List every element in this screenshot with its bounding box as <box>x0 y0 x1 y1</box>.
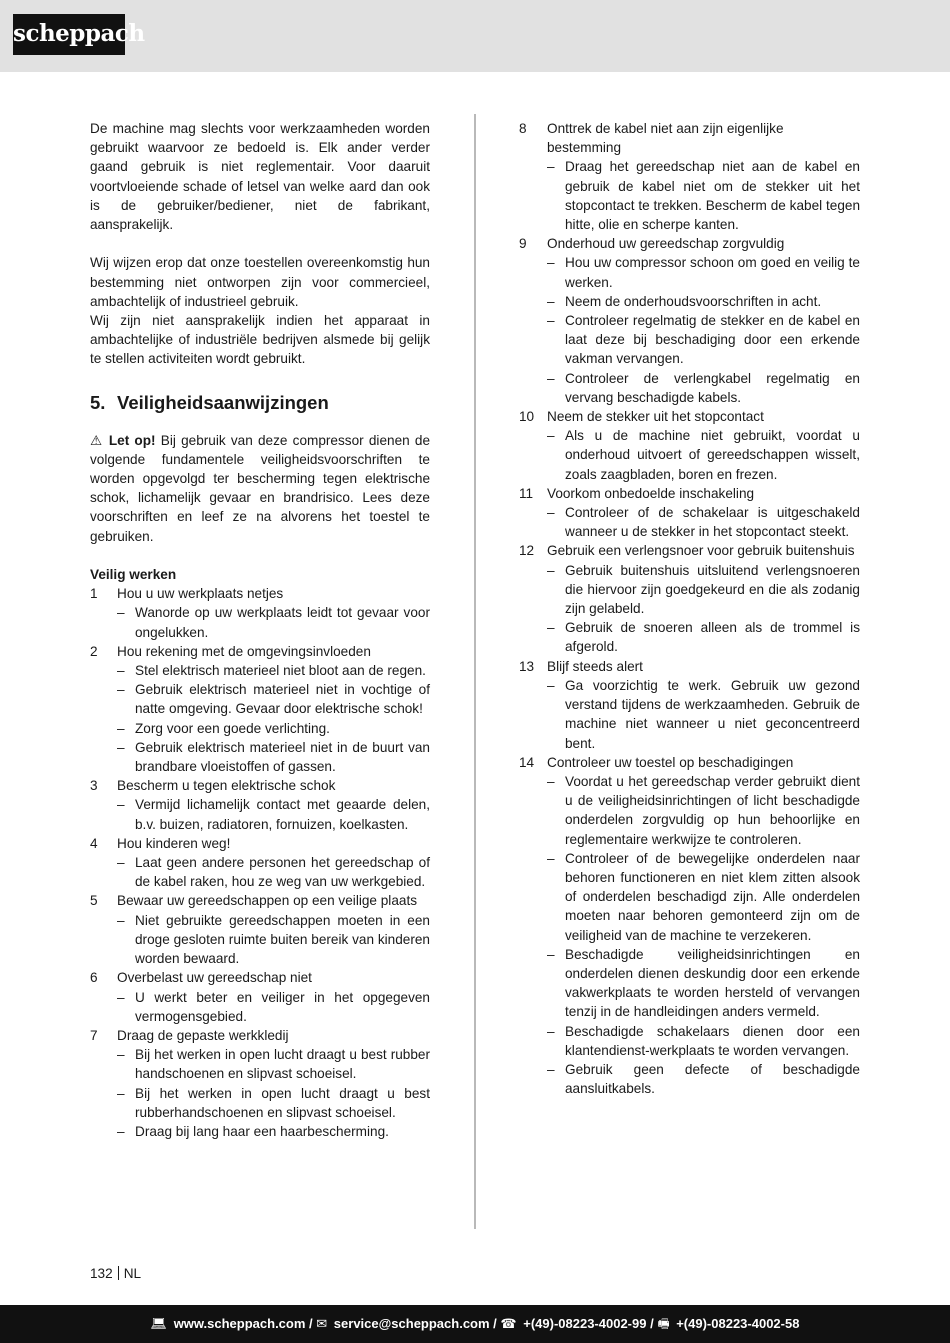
bullet-text: Gebruik elektrisch materieel niet in vochtige of natte omgeving. Gevaar door elektrische schok! <box>135 682 430 717</box>
intro-paragraph-1: De machine mag slechts voor werkzaamheden worden gebruikt waarvoor ze bedoeld is. Elk ander verder gaand gebruik is niet reglementair. Voor daaruit voortvloeiende schade of letsel van welke aard dan ook is de gebruiker/bediener, niet de fabrikant, aansprakelijk. <box>90 121 430 233</box>
left-column <box>90 119 430 1141</box>
mail-icon: ✉︎ <box>316 1316 328 1331</box>
dash-marker: – <box>117 682 125 698</box>
list-bullet <box>519 369 860 407</box>
warning-icon: ⚠ <box>90 432 104 448</box>
bullet-text: Niet gebruikte gereedschappen moeten in een droge gesloten ruimte buiten bereik van kinderen worden bewaard. <box>135 912 430 967</box>
bullet-text: Wanorde op uw werkplaats leidt tot gevaar voor ongelukken. <box>135 605 430 640</box>
item-title: Blijf steeds alert <box>547 658 643 674</box>
footer-email[interactable]: service@scheppach.com / <box>333 1316 497 1331</box>
bullet-text: U werkt beter en veiliger in het opgegeven vermogensgebied. <box>135 989 430 1024</box>
bullet-text: Neem de onderhoudsvoorschriften in acht. <box>565 293 822 309</box>
intro-paragraph-2: Wij wijzen erop dat onze toestellen overeenkomstig hun bestemming niet ontworpen zijn voor commercieel, ambachtelijk of industrieel gebruik. <box>90 255 430 309</box>
bullet-text: Hou uw compressor schoon om goed en veilig te werken. <box>565 255 860 290</box>
list-bullet <box>519 618 860 656</box>
list-bullet <box>519 1060 860 1098</box>
list-item <box>519 753 860 772</box>
dash-marker: – <box>547 255 555 271</box>
bullet-text: Gebruik de snoeren alleen als de trommel is afgerold. <box>565 620 860 655</box>
dash-marker: – <box>547 946 555 962</box>
list-bullet <box>90 1122 430 1141</box>
list-item <box>90 834 430 853</box>
dash-marker: – <box>547 562 555 578</box>
list-item <box>519 119 860 157</box>
list-bullet <box>519 849 860 945</box>
safety-list-left <box>90 584 430 1141</box>
item-title: Voorkom onbedoelde inschakeling <box>547 485 755 501</box>
dash-marker: – <box>547 850 555 866</box>
item-number: 9 <box>519 236 527 252</box>
item-title: Hou u uw werkplaats netjes <box>117 586 284 602</box>
intro-paragraph-3: Wij zijn niet aansprakelijk indien het apparaat in ambachtelijke of industriële bedrijven alsmede bij gelijk te stellen activiteiten wordt gebruikt. <box>90 313 430 367</box>
safety-list-right <box>519 119 860 1098</box>
dash-marker: – <box>117 989 125 1005</box>
list-bullet <box>90 853 430 891</box>
item-number: 11 <box>519 485 534 501</box>
list-bullet <box>519 503 860 541</box>
list-bullet <box>90 738 430 776</box>
item-title: Neem de stekker uit het stopcontact <box>547 409 764 425</box>
list-bullet <box>90 680 430 718</box>
dash-marker: – <box>547 677 555 693</box>
footer-phone: +(49)-08223-4002-99 / <box>523 1316 654 1331</box>
bullet-text: Stel elektrisch materieel niet bloot aan de regen. <box>135 663 426 679</box>
list-bullet <box>90 1045 430 1083</box>
item-number: 8 <box>519 121 527 136</box>
bullet-text: Bij het werken in open lucht draagt u best rubberhandschoenen en slipvast schoeisel. <box>135 1085 430 1120</box>
item-title: Onttrek de kabel niet aan zijn eigenlijke bestemming <box>547 121 784 156</box>
list-bullet <box>90 795 430 833</box>
dash-marker: – <box>117 797 125 813</box>
dash-marker: – <box>547 159 555 175</box>
list-item <box>90 968 430 987</box>
page-language: NL <box>123 1266 142 1281</box>
item-title: Hou rekening met de omgevingsinvloeden <box>117 643 371 659</box>
item-title: Gebruik een verlengsnoer voor gebruik buitenshuis <box>547 543 855 559</box>
list-bullet <box>90 603 430 641</box>
bullet-text: Controleer de verlengkabel regelmatig en vervang beschadigde kabels. <box>565 370 860 405</box>
scheppach-logo: scheppach <box>13 14 125 55</box>
section-number: 5. <box>90 391 106 413</box>
dash-marker: – <box>117 1085 125 1101</box>
bullet-text: Bij het werken in open lucht draagt u best rubber handschoenen en slipvast schoeisel. <box>135 1047 430 1082</box>
fax-icon: 🖷︎ <box>657 1316 670 1331</box>
list-bullet <box>519 676 860 753</box>
list-bullet <box>90 719 430 738</box>
dash-marker: – <box>117 855 125 871</box>
dash-marker: – <box>547 620 555 636</box>
dash-marker: – <box>547 370 555 386</box>
list-bullet <box>519 292 860 311</box>
bullet-text: Controleer of de schakelaar is uitgeschakeld wanneer u de stekker in het stopcontact steekt. <box>565 505 860 540</box>
list-bullet <box>519 311 860 369</box>
list-item <box>519 407 860 426</box>
item-title: Bescherm u tegen elektrische schok <box>117 778 336 794</box>
item-title: Onderhoud uw gereedschap zorgvuldig <box>547 236 785 252</box>
item-title: Overbelast uw gereedschap niet <box>117 970 312 986</box>
item-title: Controleer uw toestel op beschadigingen <box>547 754 794 770</box>
warning-label: Let op! <box>108 432 156 448</box>
section-title: Veiligheidsaanwijzingen <box>117 391 329 413</box>
dash-marker: – <box>547 773 555 789</box>
bullet-text: Beschadigde schakelaars dienen door een klantendienst-werkplaats te worden vervangen. <box>565 1023 860 1058</box>
list-bullet <box>519 1022 860 1060</box>
bullet-text: Draag bij lang haar een haarbescherming. <box>135 1123 389 1139</box>
bullet-text: Zorg voor een goede verlichting. <box>135 720 330 736</box>
footer-bar <box>0 1305 950 1343</box>
bullet-text: Als u de machine niet gebruikt, voordat u onderhoud uitvoert of gereedschappen wisselt, zoals zaagbladen, boren en frezen. <box>565 428 860 482</box>
item-number: 2 <box>90 643 98 659</box>
dash-marker: – <box>547 1023 555 1039</box>
right-column <box>519 119 860 1098</box>
dash-marker: – <box>547 505 555 521</box>
bullet-text: Controleer of de bewegelijke onderdelen naar behoren functioneren en niet klem zitten alsook of onderdelen beschadigd zijn. Alle onderdelen moeten naar behoren gemonteerd zijn om de veiligheid van de machine te verzekeren. <box>565 850 860 943</box>
dash-marker: – <box>117 720 125 736</box>
item-number: 12 <box>519 543 535 559</box>
list-bullet <box>90 911 430 969</box>
column-divider <box>474 114 476 1229</box>
dash-marker: – <box>547 313 555 329</box>
list-bullet <box>90 1084 430 1122</box>
bullet-text: Gebruik elektrisch materieel niet in de buurt van brandbare vloeistoffen of gassen. <box>135 739 430 775</box>
bullet-text: Gebruik geen defecte of beschadigde aansluitkabels. <box>565 1061 860 1097</box>
list-bullet <box>90 661 430 680</box>
list-bullet <box>519 561 860 619</box>
bullet-text: Controleer regelmatig de stekker en de kabel en laat deze bij beschadiging door een erkende vakman vervangen. <box>565 313 860 367</box>
phone-icon: ☎︎ <box>500 1316 517 1331</box>
bullet-text: Ga voorzichtig te werk. Gebruik uw gezond verstand tijdens de werkzaamheden. Gebruik de machine niet wanneer u niet geconcentreerd bent. <box>565 677 860 751</box>
warning-paragraph <box>90 431 430 546</box>
list-item <box>519 657 860 676</box>
list-item <box>519 484 860 503</box>
list-bullet <box>90 988 430 1026</box>
item-title: Hou kinderen weg! <box>117 835 231 851</box>
page-separator <box>118 1266 119 1280</box>
dash-marker: – <box>117 663 125 679</box>
footer-website[interactable]: www.scheppach.com / <box>173 1316 313 1331</box>
list-bullet <box>519 945 860 1022</box>
dash-marker: – <box>117 605 125 621</box>
dash-marker: – <box>547 1061 555 1077</box>
warning-text: Bij gebruik van deze compressor dienen de volgende fundamentele veiligheidsvoorschriften te worden opgevolgd ter bescherming tegen elektrische schok, lichamelijk gevaar en brandrisico. Lees deze voorschriften en leef ze na alvorens het toestel te gebruiken. <box>90 432 431 544</box>
item-number: 4 <box>90 835 98 851</box>
list-item <box>90 1026 430 1045</box>
item-number: 14 <box>519 754 535 770</box>
bullet-text: Laat geen andere personen het gereedschap of de kabel raken, hou ze weg van uw werkgebied. <box>135 855 430 890</box>
dash-marker: – <box>547 428 555 444</box>
item-number: 13 <box>519 658 535 674</box>
item-title: Draag de gepaste werkkledij <box>117 1027 289 1043</box>
list-item <box>90 891 430 910</box>
dash-marker: – <box>117 912 125 928</box>
list-item <box>90 776 430 795</box>
bullet-text: Voordat u het gereedschap verder gebruikt dient u de veiligheidsinrichtingen of licht beschadigde onderdelen zorgvuldig op hun behoorlijke en reglementaire werkwijze te controleren. <box>565 773 860 847</box>
bullet-text: Vermijd lichamelijk contact met geaarde delen, b.v. buizen, radiatoren, fornuizen, koelkasten. <box>135 797 430 832</box>
list-item <box>519 541 860 560</box>
item-number: 7 <box>90 1027 98 1043</box>
item-number: 6 <box>90 970 98 986</box>
dash-marker: – <box>117 739 125 755</box>
list-bullet <box>519 426 860 484</box>
dash-marker: – <box>547 293 555 309</box>
computer-icon: 💻︎ <box>150 1316 168 1331</box>
subheading: Veilig werken <box>90 567 177 583</box>
item-number: 3 <box>90 778 98 794</box>
list-bullet <box>519 253 860 291</box>
dash-marker: – <box>117 1047 125 1063</box>
item-number: 5 <box>90 893 98 909</box>
list-bullet <box>519 772 860 849</box>
list-item <box>90 584 430 603</box>
list-item <box>519 234 860 253</box>
bullet-text: Draag het gereedschap niet aan de kabel en gebruik de kabel niet om de stekker uit het stopcontact te trekken. Bescherm de kabel tegen hitte, olie en scherpe kanten. <box>565 159 860 233</box>
dash-marker: – <box>117 1123 125 1139</box>
bullet-text: Gebruik buitenshuis uitsluitend verlengsnoeren die hiervoor zijn goedgekeurd en die als zodanig zijn gelabeld. <box>565 562 860 617</box>
bullet-text: Beschadigde veiligheidsinrichtingen en onderdelen dienen deskundig door een erkende vakwerkplaats te worden hersteld of vervangen tenzij in de handleidingen anders vermeld. <box>565 946 860 1020</box>
section-heading <box>90 391 430 415</box>
page-number-block <box>90 1265 141 1283</box>
item-number: 1 <box>90 586 98 602</box>
item-number: 10 <box>519 409 535 425</box>
item-title: Bewaar uw gereedschappen op een veilige plaats <box>117 893 418 909</box>
list-bullet <box>519 157 860 234</box>
list-item <box>90 642 430 661</box>
footer-fax: +(49)-08223-4002-58 <box>676 1316 800 1331</box>
page-number: 132 <box>90 1266 113 1281</box>
header-band <box>0 0 950 72</box>
